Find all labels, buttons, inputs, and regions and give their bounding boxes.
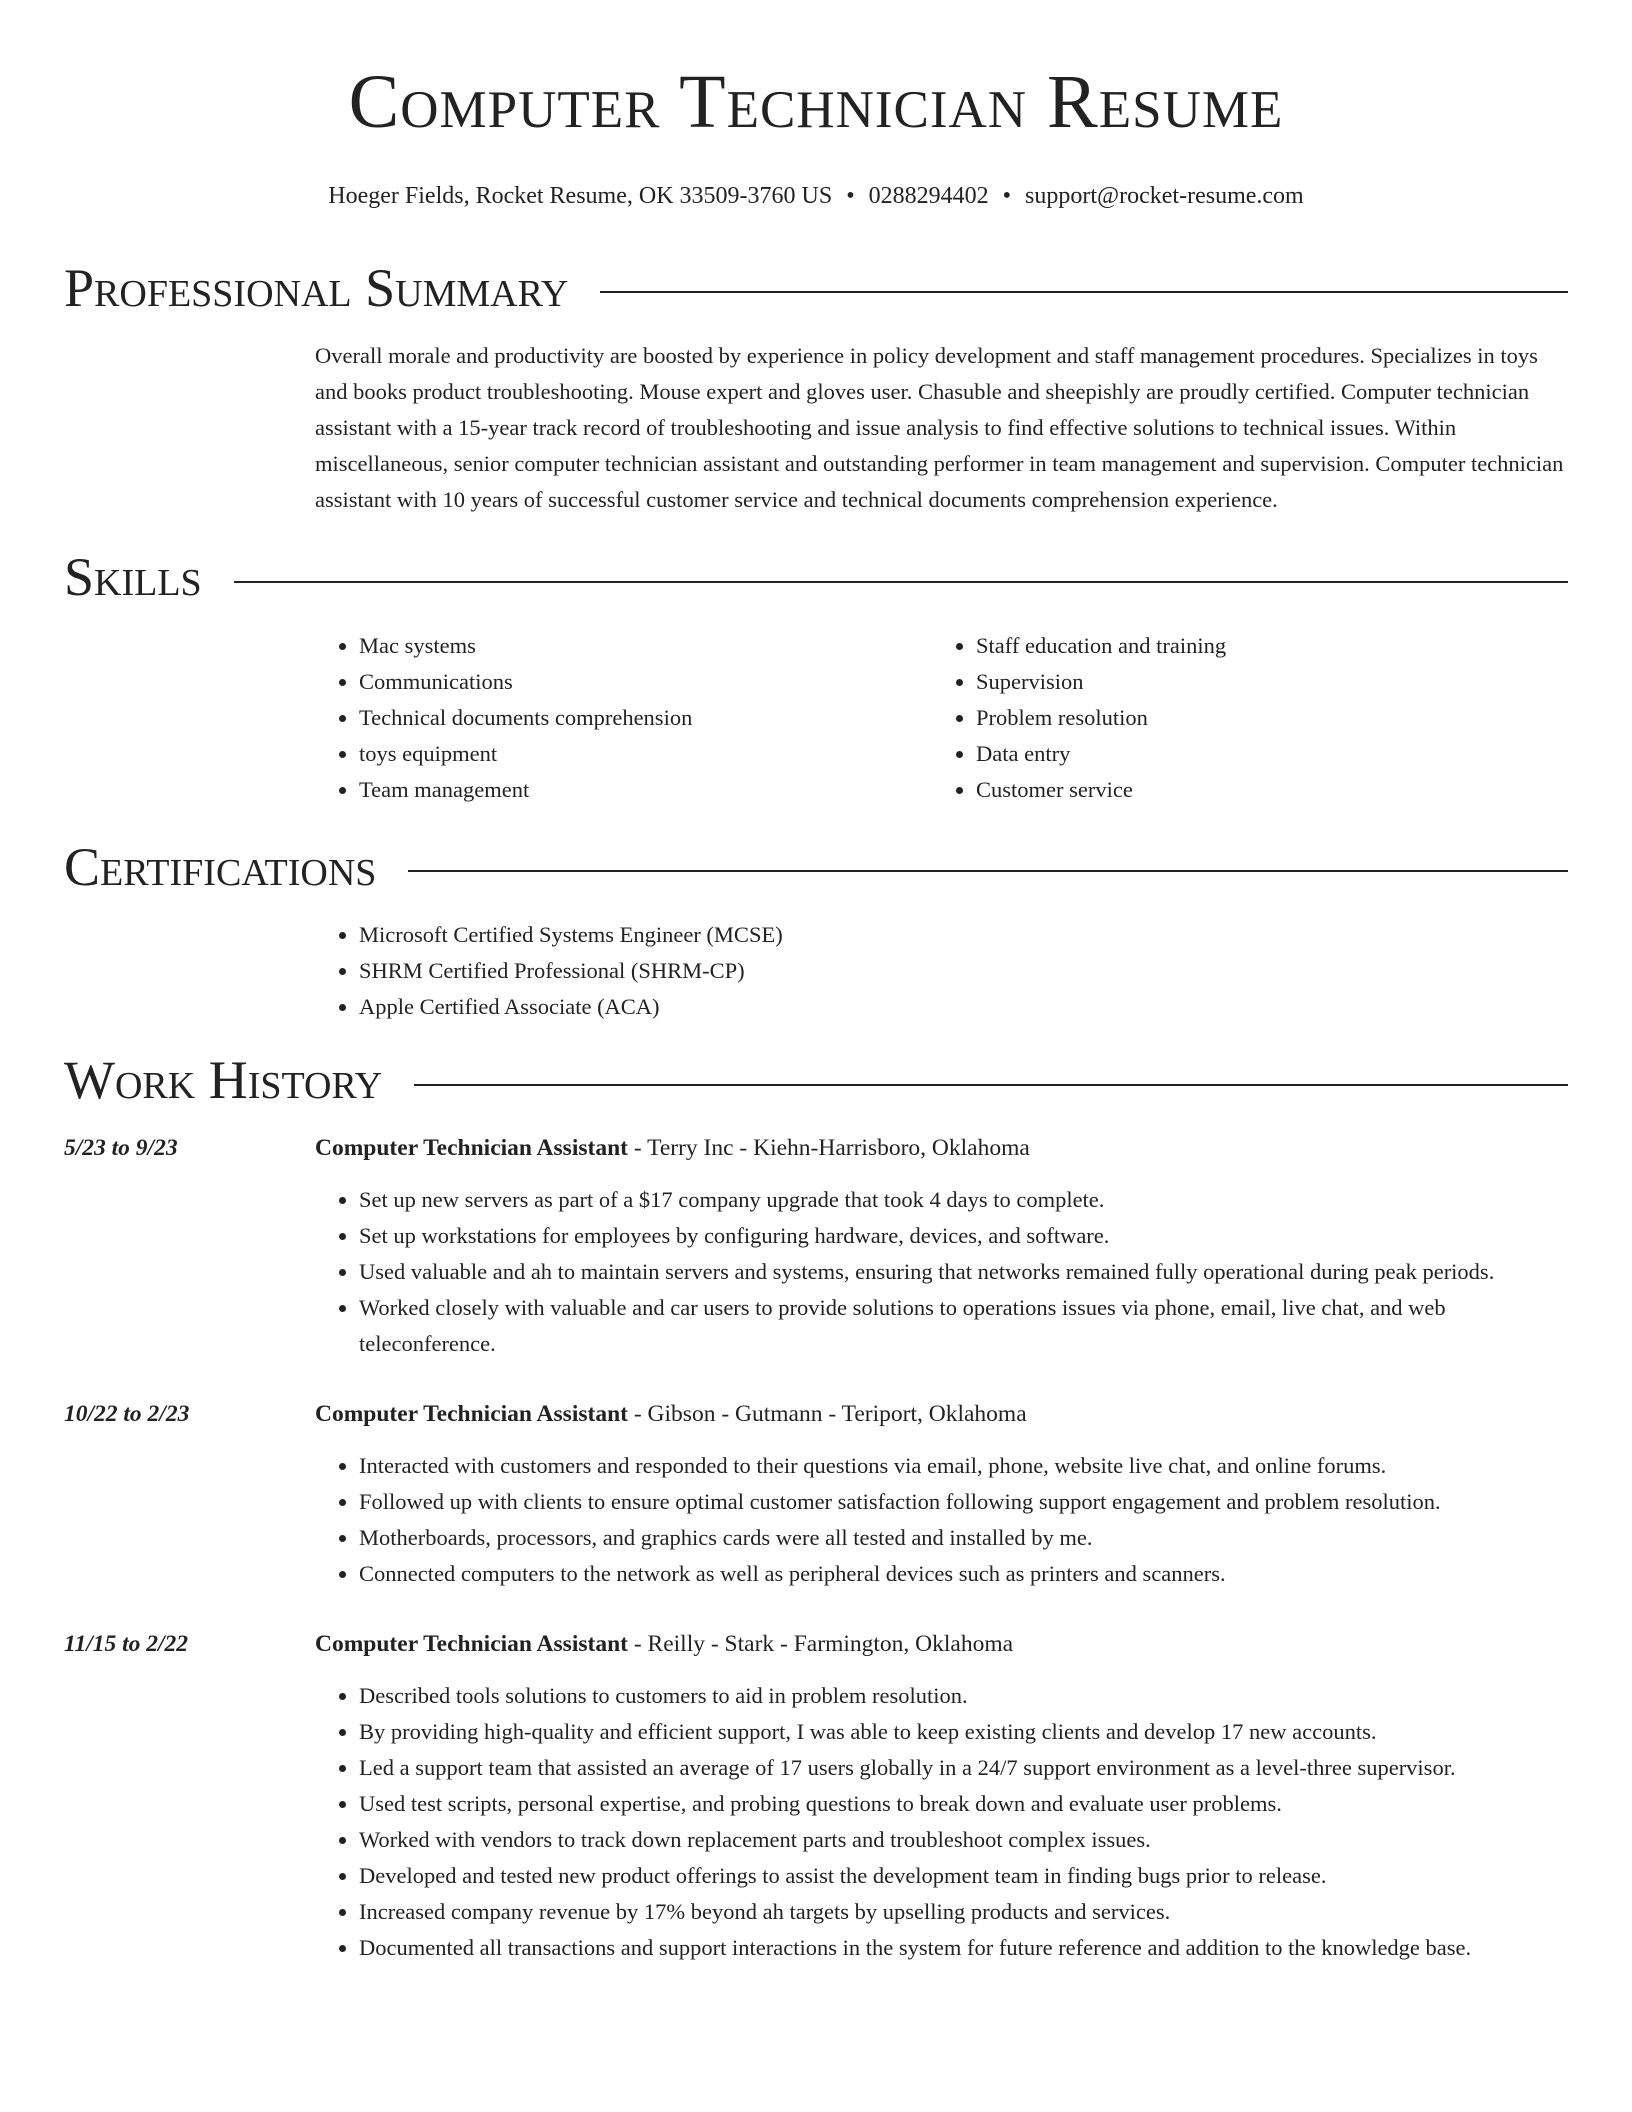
contact-separator: • [846,183,855,209]
certifications-section-header [64,838,1568,897]
job-bullet: • Used valuable and ah to maintain servers and systems, ensuring that networks remained fully operational during peak periods. [359,1254,1568,1290]
skills-section-header [64,548,1568,607]
skill-item: • Technical documents comprehension [359,700,932,736]
contact-phone: 0288294402 [868,183,989,209]
summary-heading: Professional Summary [64,257,569,318]
job-details [315,1626,1568,1966]
certification-item: • Microsoft Certified Systems Engineer (MCSE) [359,917,1568,953]
job-entry [64,1626,1568,1966]
skills-heading: Skills [64,547,202,608]
skill-item: • Mac systems [359,628,932,664]
job-bullet: • Used test scripts, personal expertise, and probing questions to break down and evaluate user problems. [359,1786,1568,1822]
job-title-line [315,1130,1568,1166]
job-employer: - Terry Inc - Kiehn-Harrisboro, Oklahoma [627,1135,1030,1162]
summary-body [315,338,1568,518]
skill-item: • toys equipment [359,736,932,772]
section-divider [414,1084,1568,1086]
job-details [315,1396,1568,1592]
work-section-header [64,1051,1568,1110]
job-dates: 10/22 to 2/23 [64,1401,190,1428]
job-bullet: • Led a support team that assisted an average of 17 users globally in a 24/7 support environment as a level-three supervisor. [359,1750,1568,1786]
job-bullet: • Interacted with customers and responded to their questions via email, phone, website live chat, and online forums. [359,1448,1568,1484]
skill-item: • Supervision [976,664,1549,700]
certification-item: • SHRM Certified Professional (SHRM-CP) [359,953,1568,989]
summary-text: Overall morale and productivity are boosted by experience in policy development and staff management procedures. Specializes in toys and books product troubleshooting. Mouse expert and gloves user. Chasuble and sheepishly are proudly certified. Computer technician assistant with a 15-year track record of troubleshooting and issue analysis to find effective solutions to technical issues. Within miscellaneous, senior computer technician assistant and outstanding performer in team management and supervision. Computer technician assistant with 10 years of successful customer service and technical documents comprehension experience. [315,343,1564,513]
job-employer: - Reilly - Stark - Farmington, Oklahoma [627,1631,1014,1658]
job-bullet: • Worked closely with valuable and car users to provide solutions to operations issues via phone, email, live chat, and web teleconference. [359,1290,1568,1362]
certifications-body [315,917,1568,1025]
certification-item: • Apple Certified Associate (ACA) [359,989,1568,1025]
job-title: Computer Technician Assistant [315,1401,628,1428]
job-bullet: • Set up workstations for employees by configuring hardware, devices, and software. [359,1218,1568,1254]
skill-item: • Team management [359,772,932,808]
skill-item: • Staff education and training [976,628,1549,664]
skill-item: • Communications [359,664,932,700]
job-details [315,1130,1568,1362]
job-bullet: • Motherboards, processors, and graphics cards were all tested and installed by me. [359,1520,1568,1556]
job-employer: - Gibson - Gutmann - Teriport, Oklahoma [627,1401,1027,1428]
summary-section-header [64,259,1568,318]
job-bullet: • Increased company revenue by 17% beyond ah targets by upselling products and services. [359,1894,1568,1930]
job-bullet: • By providing high-quality and efficient support, I was able to keep existing clients and develop 17 new accounts. [359,1714,1568,1750]
skills-grid [315,628,1568,808]
skills-column-left [315,628,932,808]
contact-address: Hoeger Fields, Rocket Resume, OK 33509-3760 US [328,183,833,209]
job-bullet: • Set up new servers as part of a $17 company upgrade that took 4 days to complete. [359,1182,1568,1218]
skills-column-right [932,628,1549,808]
job-bullet: • Worked with vendors to track down replacement parts and troubleshoot complex issues. [359,1822,1568,1858]
resume-page [64,0,1568,1966]
resume-title: Computer Technician Resume [348,60,1284,144]
job-dates: 5/23 to 9/23 [64,1135,178,1162]
job-bullet: • Documented all transactions and support interactions in the system for future reference and addition to the knowledge base. [359,1930,1568,1966]
certifications-heading: Certifications [64,836,377,897]
job-bullet: • Developed and tested new product offerings to assist the development team in finding bugs prior to release. [359,1858,1568,1894]
job-dates: 11/15 to 2/22 [64,1631,189,1658]
skill-item: • Customer service [976,772,1549,808]
section-divider [408,870,1568,872]
contact-line [64,182,1568,211]
skill-item: • Problem resolution [976,700,1549,736]
job-title: Computer Technician Assistant [315,1631,628,1658]
job-title: Computer Technician Assistant [315,1135,628,1162]
work-heading: Work History [64,1049,383,1110]
skill-item: • Data entry [976,736,1549,772]
job-entry [64,1396,1568,1592]
job-bullet: • Connected computers to the network as well as peripheral devices such as printers and scanners. [359,1556,1568,1592]
contact-separator: • [1002,183,1012,209]
job-entry [64,1130,1568,1362]
section-divider [234,581,1568,583]
job-title-line [315,1626,1568,1662]
job-bullet: • Described tools solutions to customers to aid in problem resolution. [359,1678,1568,1714]
section-divider [600,291,1568,293]
job-title-line [315,1396,1568,1432]
job-bullet: • Followed up with clients to ensure optimal customer satisfaction following support engagement and problem resolution. [359,1484,1568,1520]
contact-email: support@rocket-resume.com [1025,183,1304,209]
